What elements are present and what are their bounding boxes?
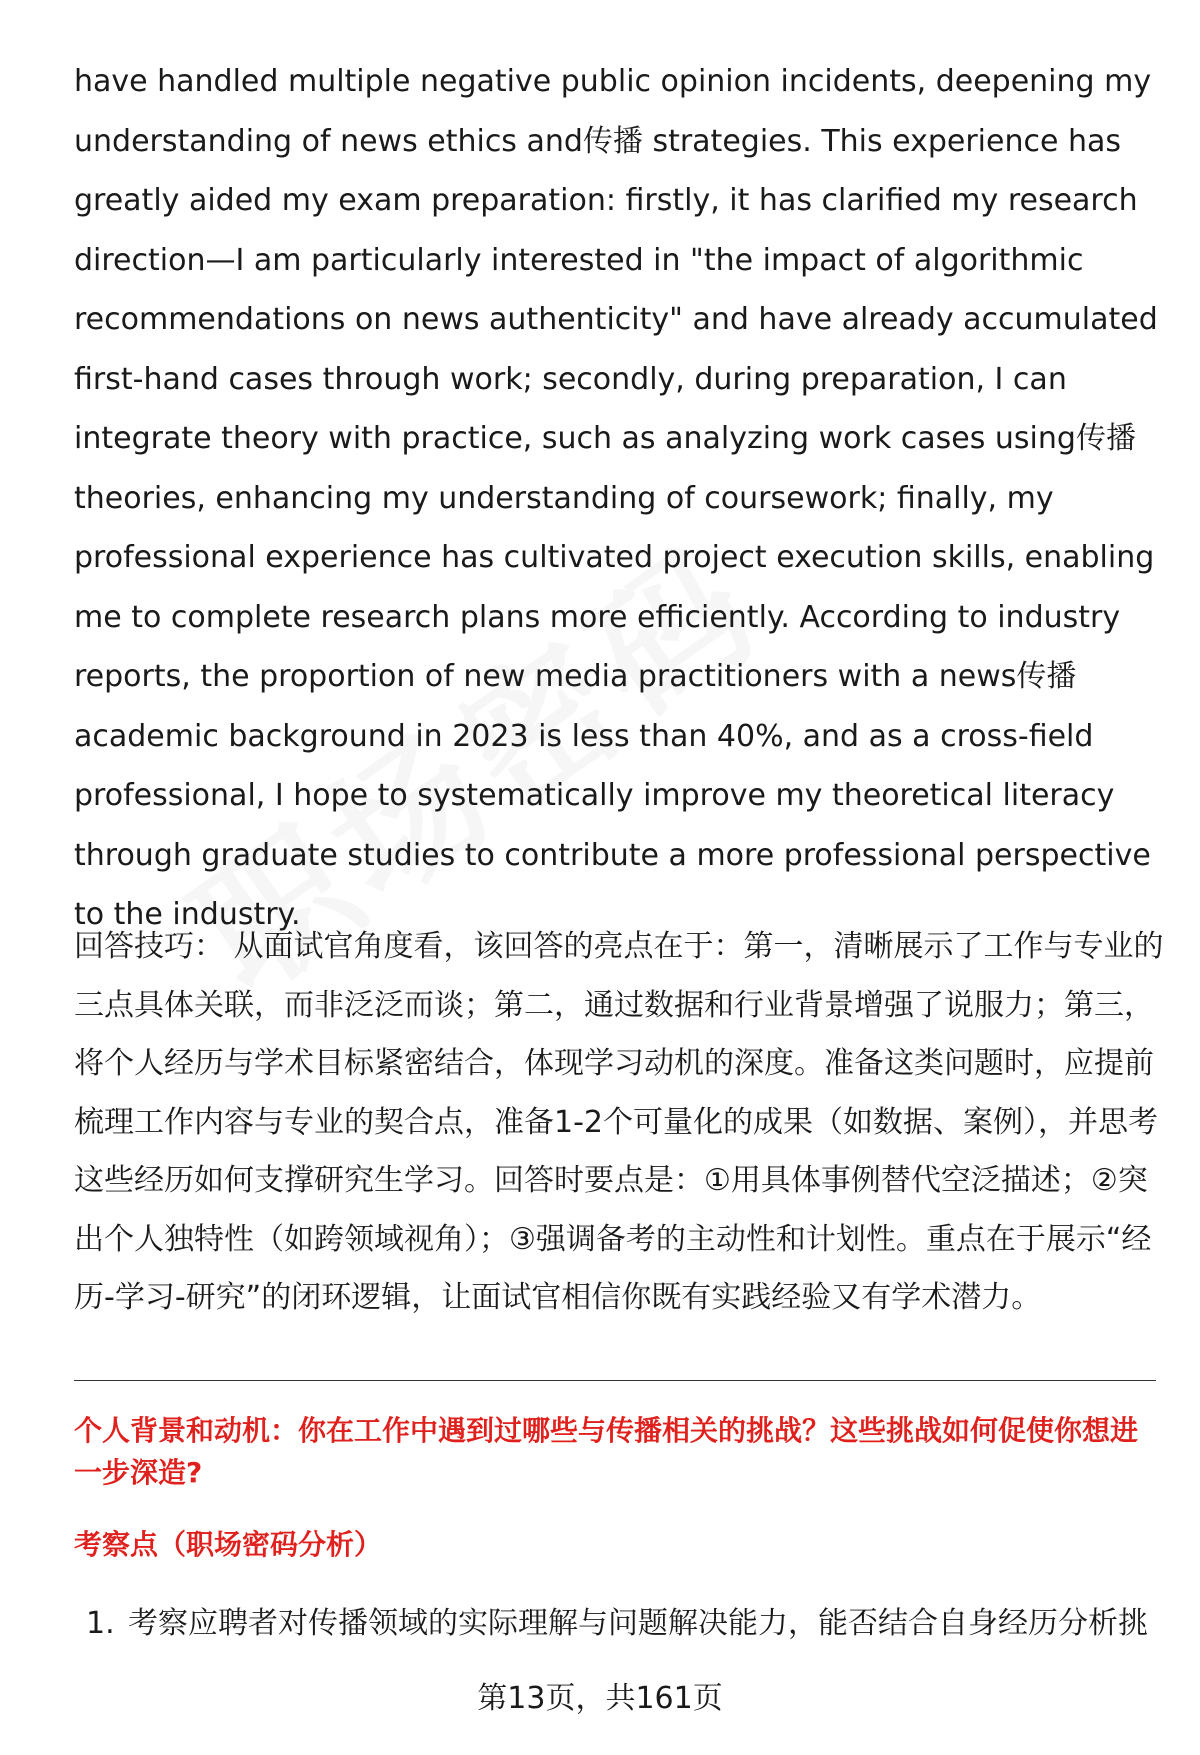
page-number-footer: 第13页，共161页 [477,1681,723,1716]
answer-paragraph: have handled multiple negative public opinion incidents, deepening my understanding of news ethics and传播 strategies. This experience has greatly aided my exam preparation: firstly, it has clarified my research direction—I am particularly interested in "the impact of algorithmic recommendations on news authenticity" and have already accumulated first-hand cases through work; secondly, during preparation, I can integrate theory with practice, such as analyzing work cases using传播 theories, enhancing my understanding of coursework; finally, my professional experience has cultivated project execution skills, enabling me to complete research plans more efficiently. According to industry reports, the proportion of new media practitioners with a news传播 academic background in 2023 is less than 40%, and as a cross-field professional, I hope to systematically improve my theoretical literacy through graduate studies to contribute a more professional perspective to the industry. [74,64,1158,932]
question-heading: 个人背景和动机：你在工作中遇到过哪些与传播相关的挑战？这些挑战如何促使你想进一步深造? [74,1414,1139,1489]
list-item [86,1603,1166,1645]
answer-tips-paragraph: 回答技巧： 从面试官角度看，该回答的亮点在于：第一，清晰展示了工作与专业的三点具体关联，而非泛泛而谈；第二，通过数据和行业背景增强了说服力；第三，将个人经历与学术目标紧密结合，体现学习动机的深度。准备这类问题时，应提前梳理工作内容与专业的契合点，准备1-2个可量化的成果（如数据、案例），并思考这些经历如何支撑研究生学习。回答时要点是：①用具体事例替代空泛描述；②突出个人独特性（如跨领域视角）；③强调备考的主动性和计划性。重点在于展示“经历-学习-研究”的闭环逻辑，让面试官相信你既有实践经验又有学术潜力。 [74,929,1164,1315]
section-divider [74,1380,1156,1381]
assessment-points-heading: 考察点（职场密码分析） [74,1528,383,1561]
list-item-number: 1. [86,1606,115,1641]
list-item-text: 考察应聘者对传播领域的实际理解与问题解决能力，能否结合自身经历分析挑 [128,1606,1148,1641]
